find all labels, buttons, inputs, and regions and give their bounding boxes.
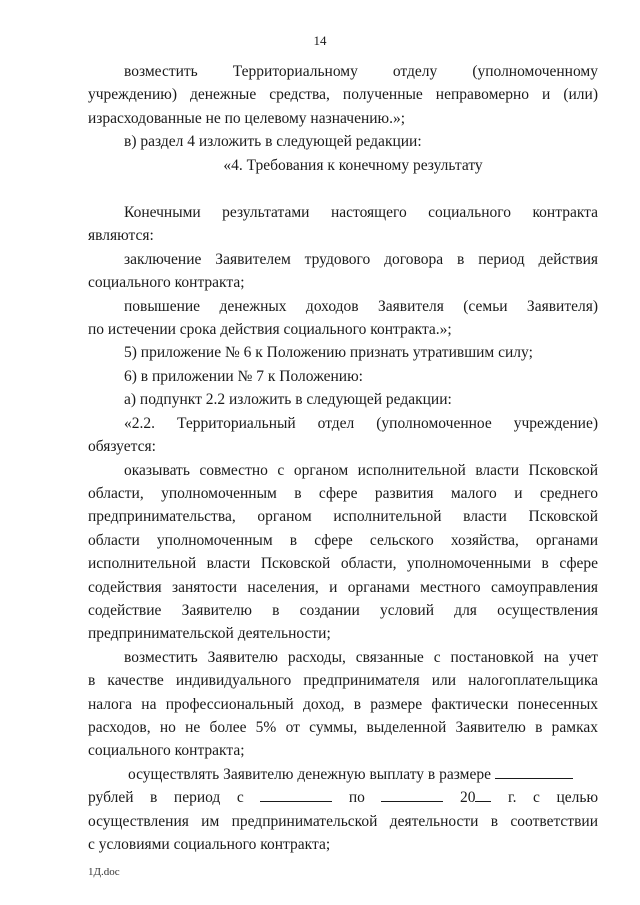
text-line-part: осуществлять Заявителю денежную выплату в размере (128, 765, 491, 783)
text-line: а) подпункт 2.2 изложить в следующей редакции: (124, 391, 452, 409)
document-body (88, 60, 598, 856)
text-line: 6) в приложении № 7 к Положению: (124, 367, 363, 385)
text-line-part: по (348, 789, 365, 807)
text-line: с условиями социального контракта; (88, 836, 331, 853)
fill-in-blank-start-date (260, 787, 332, 802)
text-line: области уполномоченным в сфере сельского хозяйства, органами (88, 531, 598, 549)
text-line: социального контракта; (88, 274, 245, 292)
text-line: израсходованные не по целевому назначению.»; (88, 109, 406, 127)
text-line: оказывать совместно с органом исполнительной власти Псковской (124, 461, 598, 479)
text-line: в) раздел 4 изложить в следующей редакции: (124, 133, 422, 151)
text-line: по истечении срока действия социального контракта.»; (88, 321, 452, 339)
text-line: расходов, но не более 5% от суммы, выделенной Заявителю в рамках (88, 718, 598, 736)
text-line: возместить Заявителю расходы, связанные с постановкой на учет (124, 648, 598, 666)
text-line: заключение Заявителем трудового договора в период действия (124, 250, 598, 268)
text-line: предпринимательской деятельности; (88, 625, 331, 643)
text-line: содействия занятости населения, и органами местного самоуправления (88, 578, 598, 596)
text-line: содействие Заявителю в создании условий для осуществления (88, 601, 598, 619)
text-line: налога на профессиональный доход, в размере фактически понесенных (88, 695, 598, 713)
text-line-part (460, 789, 492, 806)
file-name-footer: 1Д.doc (88, 866, 120, 878)
text-line: обязуется: (88, 438, 156, 456)
text-line: в качестве индивидуального предпринимателя или налогоплательщика (88, 672, 598, 690)
fill-in-blank-year (475, 787, 491, 802)
fill-in-blank-end-date (381, 787, 443, 802)
text-line: учреждению) денежные средства, полученные неправомерно и (или) (88, 86, 598, 104)
fill-in-blank-amount (495, 764, 573, 779)
text-line: являются: (88, 227, 154, 245)
page-number: 14 (313, 33, 327, 48)
text-line (88, 763, 598, 786)
text-line: осуществления им предпринимательской деятельности в соответствии (88, 812, 598, 830)
text-line: 5) приложение № 6 к Положению признать утратившим силу; (124, 344, 533, 362)
text-line-part: рублей в период с (88, 789, 244, 807)
text-line: возместить Территориальному отделу (уполномоченному (124, 63, 598, 80)
year-prefix: 20 (459, 789, 476, 807)
text-line: области, уполномоченным в сфере развития малого и среднего (88, 484, 598, 502)
text-line: повышение денежных доходов Заявителя (семьи Заявителя) (124, 297, 598, 315)
text-line: предпринимательства, органом исполнительной власти Псковской (88, 508, 598, 526)
text-line-part: г. с целью (508, 789, 599, 807)
text-line: «2.2. Территориальный отдел (уполномоченное учреждение) (124, 414, 598, 432)
text-line: исполнительной власти Псковской области, уполномоченными в сфере (88, 555, 598, 573)
section-heading: «4. Требования к конечному результату (223, 156, 483, 174)
text-line: социального контракта; (88, 742, 245, 760)
text-line: Конечными результатами настоящего социального контракта (124, 204, 598, 222)
spacer (88, 177, 598, 201)
text-line (88, 786, 598, 809)
